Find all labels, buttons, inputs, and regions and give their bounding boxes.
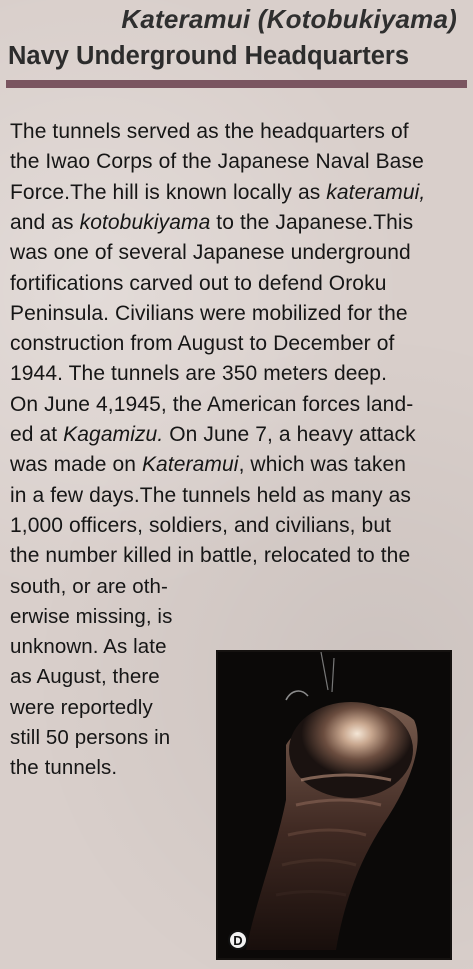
sign-title-line2: Navy Underground Headquarters xyxy=(8,42,410,70)
title-divider xyxy=(6,80,467,88)
body-line-narrow: were reportedly xyxy=(10,695,153,719)
body-line: Force.The hill is known locally as kateramui, xyxy=(10,180,426,204)
body-line: in a few days.The tunnels held as many as xyxy=(10,483,411,507)
body-line: 1944. The tunnels are 350 meters deep. xyxy=(10,362,388,386)
photo-badge: D xyxy=(228,930,248,950)
body-line-narrow: erwise missing, is xyxy=(10,604,173,628)
body-line-narrow: as August, there xyxy=(10,665,160,689)
body-line-narrow: south, or are oth- xyxy=(10,574,168,598)
body-line: the Iwao Corps of the Japanese Naval Base xyxy=(10,150,424,174)
body-line: The tunnels served as the headquarters of xyxy=(10,120,409,143)
body-line: On June 4,1945, the American forces land- xyxy=(10,392,414,416)
body-line: was made on Kateramui, which was taken xyxy=(10,453,407,477)
body-line: was one of several Japanese underground xyxy=(10,241,411,265)
sign-title-line1: Kateramui (Kotobukiyama) xyxy=(121,4,457,34)
body-line: construction from August to December of xyxy=(10,332,395,356)
body-line: fortifications carved out to defend Oroku xyxy=(10,271,387,295)
body-line-narrow: the tunnels. xyxy=(10,756,118,780)
body-line-narrow: still 50 persons in xyxy=(10,726,171,749)
body-line-narrow: unknown. As late xyxy=(10,635,167,659)
body-line: the number killed in battle, relocated to the xyxy=(10,544,411,568)
body-line: and as kotobukiyama to the Japanese.This xyxy=(10,210,414,234)
body-line: 1,000 officers, soldiers, and civilians, but xyxy=(10,513,392,537)
tunnel-photo xyxy=(216,650,452,960)
body-line: Peninsula. Civilians were mobilized for the xyxy=(10,301,408,325)
body-line: ed at Kagamizu. On June 7, a heavy attack xyxy=(10,423,416,446)
